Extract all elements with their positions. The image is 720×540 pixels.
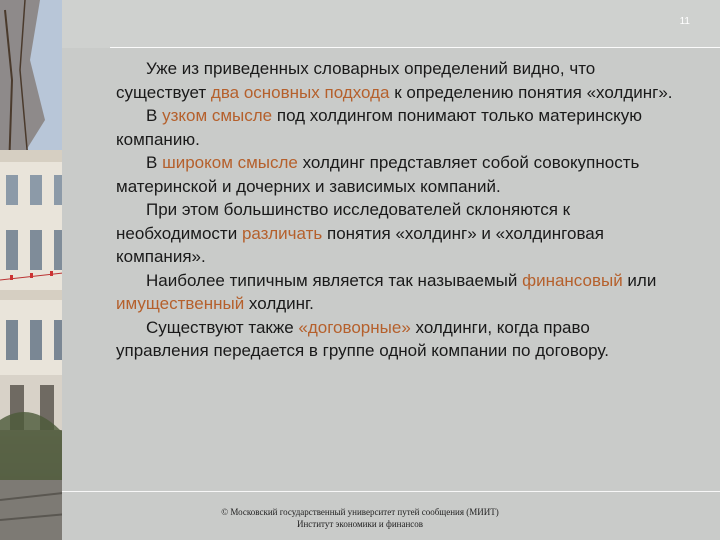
paragraph-text: к определению понятия «холдинг». bbox=[389, 82, 673, 102]
paragraph-text: Существуют также bbox=[146, 317, 299, 337]
paragraph-text: холдинги, когда право управления передается в группе одной компании по договору. bbox=[116, 317, 609, 360]
footer bbox=[160, 506, 560, 530]
footer-institute: Институт экономики и финансов bbox=[296, 519, 424, 529]
paragraph-text: В bbox=[146, 153, 163, 172]
footer-copyright: © Московский государственный университет путей сообщения (МИИТ) bbox=[221, 507, 499, 517]
paragraph bbox=[116, 104, 686, 151]
paragraph bbox=[116, 316, 686, 363]
paragraph-text: При этом большинство исследователей склоняются к необходимости bbox=[116, 200, 571, 243]
paragraph-text: Уже из приведенных словарных определений видно, что существует bbox=[116, 59, 596, 102]
header-divider bbox=[110, 47, 720, 48]
highlighted-term: «договорные» bbox=[298, 317, 411, 337]
paragraph bbox=[116, 198, 686, 269]
paragraph-text: В bbox=[146, 106, 163, 125]
paragraph-text: холдинг представляет собой совокупность материнской и дочерних и зависимых компаний. bbox=[116, 153, 640, 196]
highlighted-term: имущественный bbox=[116, 294, 245, 313]
paragraph bbox=[116, 151, 686, 198]
slide-number: 11 bbox=[679, 16, 690, 27]
slide-body-text bbox=[116, 57, 686, 363]
highlighted-term: широком смысле bbox=[162, 153, 298, 172]
paragraph-text: Наиболее типичным является так называемый bbox=[146, 270, 523, 290]
paragraph bbox=[116, 57, 686, 104]
highlighted-term: различать bbox=[241, 223, 323, 243]
paragraph bbox=[116, 269, 686, 316]
footer-divider bbox=[62, 491, 720, 492]
highlighted-term: два основных подхода bbox=[210, 82, 390, 102]
highlighted-term: финансовый bbox=[522, 270, 623, 290]
paragraph-text: понятия «холдинг» и «холдинговая компания». bbox=[116, 223, 604, 266]
highlighted-term: узком смысле bbox=[162, 106, 273, 125]
paragraph-text: или bbox=[622, 270, 657, 290]
paragraph-text: под холдингом понимают только материнскую компанию. bbox=[116, 106, 642, 149]
header-band bbox=[62, 0, 720, 48]
paragraph-text: холдинг. bbox=[244, 294, 314, 313]
